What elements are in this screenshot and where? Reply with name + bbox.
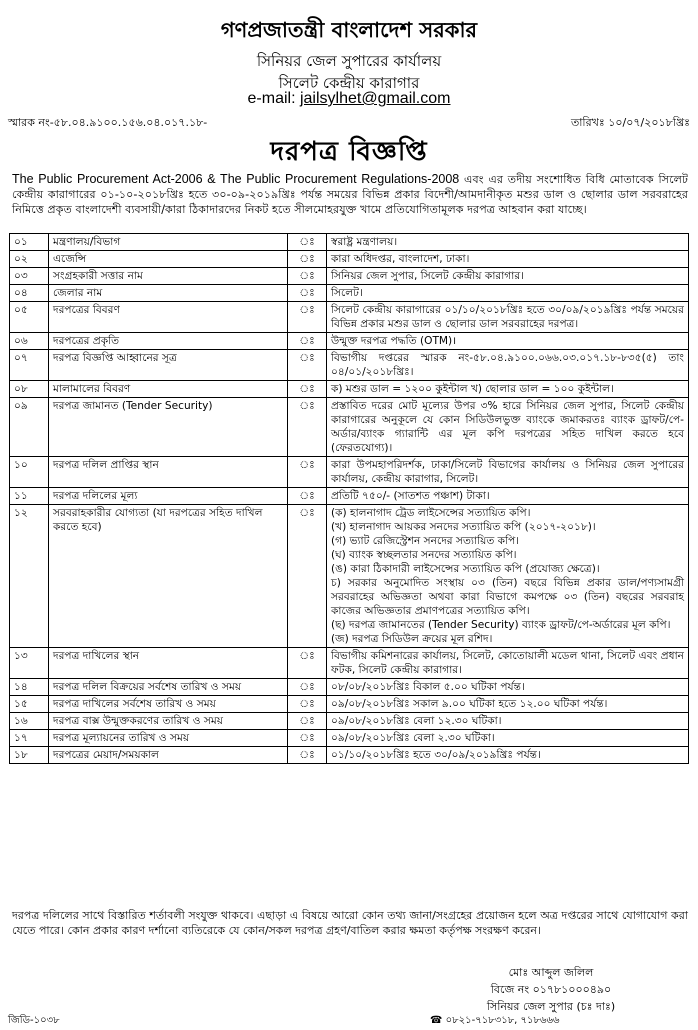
row-colon: ঃ (288, 488, 327, 505)
row-colon: ঃ (288, 696, 327, 713)
row-serial: ১২ (10, 505, 49, 648)
intro-bangla-part: এবং এর তদীয় সংশোধিত বিধি মোতাবেক সিলেট কেন্দ্রীয় কারাগারের ০১-১০-২০১৮খ্রিঃ হতে ৩০-০৯-২০১৯খ্রিঃ পর্যন্ত সময়ের বিভিন্ন প্রকার বিদেশী/আমদানীকৃত মশুর ডাল ও ছোলার ডাল সরবরাহের নিমিত্তে প্রকৃত বাংলাদেশী ব্যবসায়ী/কারা ঠিকাদারদের নিকট হতে সীলমোহরযুক্ত খামে প্রতিযোগিতামূলক দরপত্র আহবান করা যাচ্ছে। (12, 173, 688, 216)
row-item: জেলার নাম (49, 285, 288, 302)
row-colon: ঃ (288, 234, 327, 251)
table-row (10, 696, 689, 713)
row-item: মালামালের বিবরণ (49, 381, 288, 398)
row-value: ক) মশুর ডাল = ১২০০ কুইন্টাল খ) ছোলার ডাল = ১০০ কুইন্টাল। (327, 381, 689, 398)
table-row (10, 648, 689, 679)
table-row (10, 747, 689, 764)
table-row (10, 251, 689, 268)
row-colon: ঃ (288, 333, 327, 350)
qualification-item: (খ) হালনাগাদ আয়কর সনদের সত্যায়িত কপি (২০১৭-২০১৮)। (331, 521, 596, 533)
qualification-item: চ) সরকার অনুমোদিত সংস্থায় ০৩ (তিন) বছরে বিভিন্ন প্রকার ডাল/পণ্যসামগ্রী সরবরাহের অভিজ্ঞতা অথবা কারা বিভাগে কমপক্ষে ০৩ (তিন) বছরের সরবরাহ কাজের অভিজ্ঞতার প্রমাণপত্রের সত্যায়িত কপি। (331, 577, 684, 617)
qualification-item: (ক) হালনাগাদ ট্রেড লাইসেন্সের সত্যায়িত কপি। (331, 507, 531, 519)
row-item: দরপত্রের মেয়াদ/সময়কাল (49, 747, 288, 764)
table-row (10, 381, 689, 398)
row-colon: ঃ (288, 505, 327, 648)
row-value: স্বরাষ্ট্র মন্ত্রণালয়। (327, 234, 689, 251)
row-serial: ১৭ (10, 730, 49, 747)
row-value: প্রতিটি ৭৫০/- (সাতশত পঞ্চাশ) টাকা। (327, 488, 689, 505)
email-label: e-mail: (247, 90, 300, 107)
intro-english-part: The Public Procurement Act-2006 & The Public Procurement Regulations-2008 (12, 172, 460, 186)
row-item: দরপত্র দলিল বিক্রয়ের সর্বশেষ তারিখ ও সময় (49, 679, 288, 696)
row-serial: ১৮ (10, 747, 49, 764)
row-value (327, 505, 689, 648)
email-link[interactable]: jailsylhet@gmail.com (299, 90, 451, 107)
tender-details-table (9, 233, 689, 764)
row-item: দরপত্রের প্রকৃতি (49, 333, 288, 350)
signature-block (456, 964, 646, 1015)
row-colon: ঃ (288, 350, 327, 381)
row-colon: ঃ (288, 713, 327, 730)
table-row (10, 505, 689, 648)
footer-note: দরপত্র দলিলের সাথে বিস্তারিত শর্তাবলী সংযুক্ত থাকবে। এছাড়া এ বিষয়ে আরো কোন তথ্য জানা/সংগ্রহের প্রয়োজন হলে অত্র দপ্তরের সাথে যোগাযোগ করা যেতে পারে। কোন প্রকার কারণ দর্শানো ব্যতিরেকে যে কোন/সকল দরপত্র গ্রহণ/বাতিল করার ক্ষমতা কর্তৃপক্ষ সংরক্ষণ করেন। (12, 909, 688, 937)
row-serial: ১৪ (10, 679, 49, 696)
row-value: সিলেট। (327, 285, 689, 302)
row-item: এজেন্সি (49, 251, 288, 268)
notice-title: দরপত্র বিজ্ঞপ্তি (270, 137, 428, 167)
row-serial: ০৩ (10, 268, 49, 285)
row-item: সংগ্রহকারী সত্তার নাম (49, 268, 288, 285)
jail-name: সিলেট কেন্দ্রীয় কারাগার (278, 74, 420, 92)
memo-number: স্মারক নং-৫৮.০৪.৯১০০.১৫৬.০৪.০১৭.১৮- (8, 116, 208, 129)
row-colon: ঃ (288, 679, 327, 696)
row-serial: ১৩ (10, 648, 49, 679)
table-row (10, 333, 689, 350)
row-item: দরপত্র দাখিলের সর্বশেষ তারিখ ও সময় (49, 696, 288, 713)
row-item: সরবরাহকারীর যোগ্যতা (যা দরপত্রের সহিত দাখিল করতে হবে) (49, 505, 288, 648)
row-serial: ১৫ (10, 696, 49, 713)
signatory-designation: সিনিয়র জেল সুপার (চঃ দাঃ) (486, 1000, 616, 1013)
row-item: দরপত্র বাক্স উন্মুক্তকরণের তারিখ ও সময় (49, 713, 288, 730)
table-row (10, 398, 689, 457)
row-value: কারা উপমহাপরিদর্শক, ঢাকা/সিলেট বিভাগের কার্যালয় ও সিনিয়র জেল সুপারের কার্যালয়, কেন্দ্রীয় কারাগার, সিলেট। (327, 457, 689, 488)
row-item: দরপত্র জামানত (Tender Security) (49, 398, 288, 457)
table-row (10, 285, 689, 302)
row-item: দরপত্রের বিবরণ (49, 302, 288, 333)
qualification-item: (জ) দরপত্র সিডিউল ক্রয়ের মূল রশিদ। (331, 633, 493, 645)
row-value: কারা অধিদপ্তর, বাংলাদেশ, ঢাকা। (327, 251, 689, 268)
table-row (10, 679, 689, 696)
row-value: ০৯/০৮/২০১৮খ্রিঃ বেলা ২.৩০ ঘটিকা। (327, 730, 689, 747)
office-name: সিনিয়র জেল সুপারের কার্যালয় (256, 52, 442, 70)
row-serial: ০৭ (10, 350, 49, 381)
row-serial: ১০ (10, 457, 49, 488)
row-serial: ১১ (10, 488, 49, 505)
table-row (10, 302, 689, 333)
row-item: দরপত্র দাখিলের স্থান (49, 648, 288, 679)
row-colon: ঃ (288, 730, 327, 747)
row-colon: ঃ (288, 381, 327, 398)
row-item: দরপত্র বিজ্ঞপ্তি আহ্বানের সূত্র (49, 350, 288, 381)
row-serial: ০৬ (10, 333, 49, 350)
table-row (10, 350, 689, 381)
gd-reference: জিডি-১০৩৮ (8, 1015, 60, 1026)
row-colon: ঃ (288, 747, 327, 764)
row-value: প্রস্তাবিত দরের মোট মূল্যের উপর ৩% হারে সিনিয়র জেল সুপার, সিলেট কেন্দ্রীয় কারাগারের অনুকূলে যে কোন সিডিউলভুক্ত ব্যাংকে জমাকরতঃ ব্যাংক ড্রাফট/পে-অর্ডার/ব্যাংক গ্যারান্টি এর মূল কপি দরপত্রের সহিত দাখিল করতে হবে (ফেরতযোগ্য)। (327, 398, 689, 457)
row-colon: ঃ (288, 302, 327, 333)
phone-number: ☎ ০৮২১-৭১৮৩১৮, ৭১৮৬৬৬ (430, 1015, 560, 1026)
table-row (10, 234, 689, 251)
row-colon: ঃ (288, 251, 327, 268)
qualification-item: (ঘ) ব্যাংক স্বচ্ছলতার সনদের সত্যায়িত কপি। (331, 549, 517, 561)
table-row (10, 713, 689, 730)
email-line (0, 90, 698, 108)
row-value: সিলেট কেন্দ্রীয় কারাগারের ০১/১০/২০১৮খ্রিঃ হতে ৩০/০৯/২০১৯খ্রিঃ পর্যন্ত সময়ের বিভিন্ন প্রকার মশুর ডাল ও ছোলার ডাল সরবরাহের দরপত্র। (327, 302, 689, 333)
row-value: ০৯/০৮/২০১৮খ্রিঃ বেলা ১২.৩০ ঘটিকা। (327, 713, 689, 730)
row-serial: ১৬ (10, 713, 49, 730)
row-value: বিভাগীয় কমিশনারের কার্যালয়, সিলেট, কোতোয়ালী মডেল থানা, সিলেট এবং প্রধান ফটক, সিলেট কেন্দ্রীয় কারাগার। (327, 648, 689, 679)
signatory-name: মোঃ আব্দুল জলিল (508, 966, 594, 979)
table-row (10, 488, 689, 505)
qualification-item: (ঙ) কারা ঠিকাদারী লাইসেন্সের সত্যায়িত কপি (প্রযোজ্য ক্ষেত্রে)। (331, 563, 600, 575)
row-value: সিনিয়র জেল সুপার, সিলেট কেন্দ্রীয় কারাগার। (327, 268, 689, 285)
row-item: দরপত্র মূল্যায়নের তারিখ ও সময় (49, 730, 288, 747)
table-row (10, 457, 689, 488)
row-value: ০৮/০৮/২০১৮খ্রিঃ বিকাল ৫.০০ ঘটিকা পর্যন্ত। (327, 679, 689, 696)
row-serial: ০৪ (10, 285, 49, 302)
row-colon: ঃ (288, 285, 327, 302)
row-serial: ০৮ (10, 381, 49, 398)
row-item: দরপত্র দলিল প্রাপ্তির স্থান (49, 457, 288, 488)
row-value: ০১/১০/২০১৮খ্রিঃ হতে ৩০/০৯/২০১৯খ্রিঃ পর্যন্ত। (327, 747, 689, 764)
qualification-item: (ছ) দরপত্র জামানতের (Tender Security) ব্যাংক ড্রাফট/পে-অর্ডারের মূল কপি। (331, 619, 671, 631)
row-serial: ০৯ (10, 398, 49, 457)
row-value: বিভাগীয় দপ্তরের স্মারক নং-৫৮.০৪.৯১০০.০৬৬.০৩.০১৭.১৮-৮৩৫(৫) তাং ০৪/০১/২০১৮খ্রিঃ। (327, 350, 689, 381)
notice-date: তারিখঃ ১০/০৭/২০১৮খ্রিঃ (570, 116, 690, 129)
signatory-bp-number: বিজে নং ০১৭৮১০০০৪৯০ (490, 983, 612, 996)
row-colon: ঃ (288, 268, 327, 285)
row-value: উন্মুক্ত দরপত্র পদ্ধতি (OTM)। (327, 333, 689, 350)
qualification-item: (গ) ভ্যাট রেজিস্ট্রেশন সনদের সত্যায়িত কপি। (331, 535, 520, 547)
row-serial: ০২ (10, 251, 49, 268)
intro-paragraph (12, 172, 688, 217)
row-colon: ঃ (288, 398, 327, 457)
table-row (10, 268, 689, 285)
row-item: মন্ত্রণালয়/বিভাগ (49, 234, 288, 251)
table-row (10, 730, 689, 747)
row-item: দরপত্র দলিলের মূল্য (49, 488, 288, 505)
row-value: ০৯/০৮/২০১৮খ্রিঃ সকাল ৯.০০ ঘটিকা হতে ১২.০০ ঘটিকা পর্যন্ত। (327, 696, 689, 713)
row-serial: ০৫ (10, 302, 49, 333)
row-colon: ঃ (288, 648, 327, 679)
row-serial: ০১ (10, 234, 49, 251)
row-colon: ঃ (288, 457, 327, 488)
government-title: গণপ্রজাতন্ত্রী বাংলাদেশ সরকার (220, 18, 478, 42)
